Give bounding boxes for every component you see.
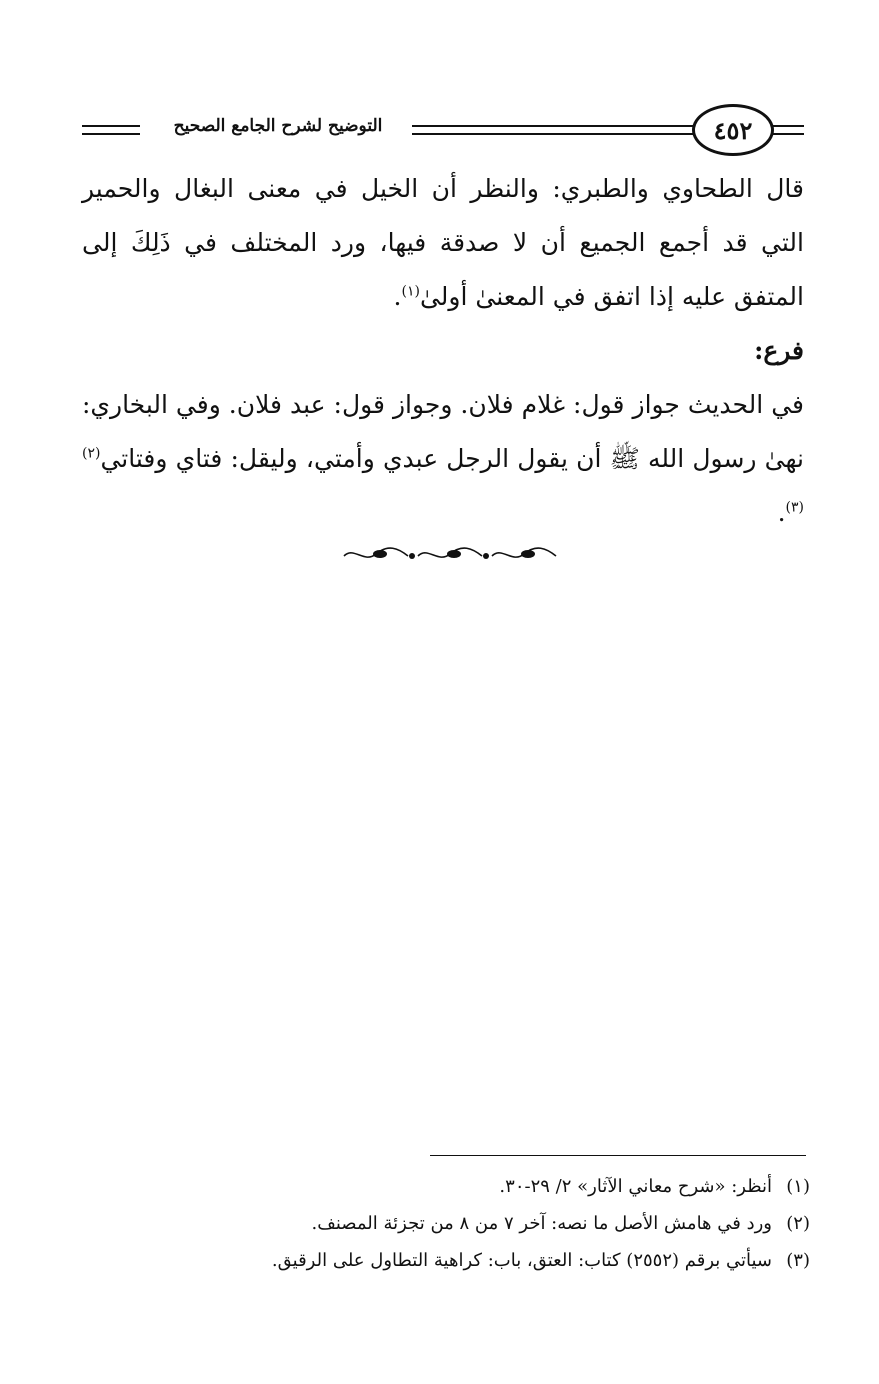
footnote-text: أنظر: «شرح معاني الآثار» ٢/ ٢٩-٣٠. bbox=[499, 1176, 772, 1197]
header-rule-left-bottom bbox=[82, 133, 140, 135]
footnote-number: (٢) bbox=[786, 1213, 810, 1234]
footnotes bbox=[82, 1168, 810, 1279]
page-number: ٤٥٢ bbox=[713, 115, 753, 145]
running-header-title: التوضيح لشرح الجامع الصحيح bbox=[173, 116, 383, 136]
footnote-ref-1: (١) bbox=[401, 283, 420, 300]
footnote-ref-2-3: (٢)(٣) bbox=[82, 445, 804, 516]
footnote-number: (١) bbox=[786, 1176, 810, 1197]
section-heading: فرع: bbox=[754, 336, 804, 365]
paragraph-2: في الحديث جواز قول: غلام فلان. وجواز قول: عبد فلان. وفي البخاري: نهىٰ رسول الله ﷺ أن يقول الرجل عبدي وأمتي، وليقل: فتاي وفتاتي$^{(٢)(٣)}$. bbox=[82, 390, 804, 527]
header-rule-middle-bottom bbox=[412, 133, 694, 135]
header-rule-right-top bbox=[772, 125, 804, 127]
footnote-3 bbox=[82, 1242, 810, 1279]
paragraph-1: قال الطحاوي والطبري: والنظر أن الخيل في معنى البغال والحمير التي قد أجمع الجميع أن لا صدقة فيها، ورد المختلف في ذَلِكَ إلى المتفق عليه إذا اتفق في المعنىٰ أولىٰ$^{(١)}$. bbox=[82, 174, 804, 311]
page-number-oval bbox=[692, 104, 774, 156]
header-rule-left-top bbox=[82, 125, 140, 127]
paragraph-2-period: . bbox=[777, 498, 786, 527]
footnote-1 bbox=[82, 1168, 810, 1205]
footnote-text: سيأتي برقم (٢٥٥٢) كتاب: العتق، باب: كراهية التطاول على الرقيق. bbox=[271, 1250, 772, 1271]
footnote-text: ورد في هامش الأصل ما نصه: آخر ٧ من ٨ من تجزئة المصنف. bbox=[311, 1213, 772, 1234]
footnote-separator bbox=[430, 1155, 806, 1156]
header-rule-middle-top bbox=[412, 125, 694, 127]
footnote-2 bbox=[82, 1205, 810, 1242]
main-text bbox=[82, 162, 804, 540]
header-rule-right-bottom bbox=[772, 133, 804, 135]
footnote-number: (٣) bbox=[786, 1250, 810, 1271]
floral-divider-icon bbox=[340, 540, 560, 568]
paragraph-1-period: . bbox=[393, 282, 402, 311]
